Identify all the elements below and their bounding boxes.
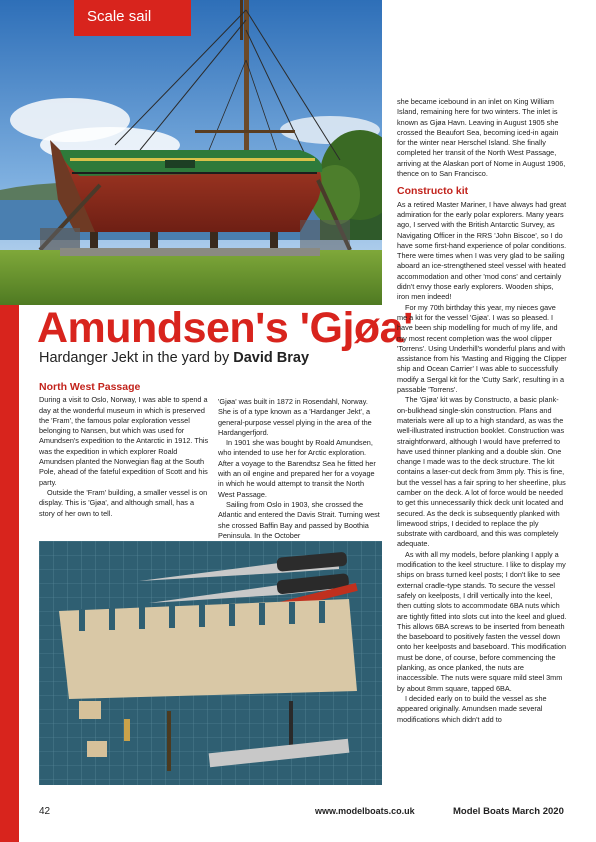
column-3	[397, 97, 567, 725]
paragraph: I decided early on to build the vessel as she appeared originally. Amundsen made several modifications which didn't add to	[397, 693, 547, 724]
paragraph: Sailing from Oslo in 1903, she crossed the Atlantic and entered the Davis Strait. Turning west she crossed Baffin Bay and passed by Boothia Peninsula. In the October	[218, 499, 380, 540]
heading-north-west-passage: North West Passage	[39, 381, 141, 393]
article-subtitle	[39, 350, 309, 366]
paragraph: During a visit to Oslo, Norway, I was able to spend a day at the wonderful museum in which is preserved the 'Fram', the famous polar exploration vessel belonging to Nansen, but which was used for Amundsen's expedition to the Antarctic in 1912. This was the expedition in which explorer Roald Amundsen planted the Norwegian flag at the South Pole, ahead of the fateful expedition of Scott and his party.	[39, 395, 209, 487]
paragraph: For my 70th birthday this year, my nieces gave me a kit for the vessel 'Gjøa'. I was so pleased. I have been ship modelling for much of my life, and my most recent completion was the wool clipper 'Torrens'. Using Underhill's wonderful plans and with assistance from his 'Masting and Rigging the Clipper ship and Ocean Carrier' I was able to successfully modify a Sergal kit for the 'Cutty Sark', resulting in a passable 'Torrens'.	[397, 302, 567, 395]
keel-parts-photo	[39, 541, 382, 785]
paragraph: As a retired Master Mariner, I have always had great admiration for the early polar explorers. Many years ago, I served with the British Antarctic Survey, as Navigating Officer in the RRS 'John Biscoe', so I do have some first-hand experience of polar conditions. There were times when I was very glad to be sailing aboard an ice-strengthened steel vessel with heated accommodation and other 'mod cons' and certainly didn't envy those early explorers. Wooden ships, iron men indeed!	[397, 199, 567, 302]
magazine-issue: Model Boats March 2020	[453, 806, 564, 817]
page-number: 42	[39, 806, 51, 817]
paragraph: As with all my models, before planking I apply a modification to the keel structure. I like to display my ships on brass turned keel posts; I don't like to see external cradle-type stands. To secure the vessel safely on keelposts, I drill vertically into the keel, then cutting slots to accommodate 6BA nuts which are tightly fitted into slots cut into the keel and glued. This allows 6BA screws to be inserted from beneath the baseboard to positively fasten the vessel down onto her keelposts and baseboard. This modification must be done, of course, before commencing the planking, as once planked, the nuts are inaccessible. The nuts were square mild steel 3mm by about 8mm square, tapped 6BA.	[397, 549, 567, 693]
paragraph: In 1901 she was bought by Roald Amundsen, who intended to use her for Arctic exploration. After a voyage to the Barendtsz Sea he fitted her with an oil engine and prepared her for a voyage in which he would attempt to transit the North West Passage.	[218, 438, 376, 499]
column-1	[39, 382, 209, 519]
website-url[interactable]: www.modelboats.co.uk	[315, 806, 415, 816]
column-2	[218, 397, 382, 541]
paragraph: she became icebound in an inlet on King William Island, remaining here for two winters. The inlet is known as Gjøa Havn. Leaving in August 1905 she crossed the Beaufort Sea, becoming iced-in again for the winter near Herschel Island. She finally completed her transit of the North West Passage, arriving at the Alaskan port of Nome in August 1906, thence on to San Francisco.	[397, 97, 566, 179]
subtitle-text: Hardanger Jekt in the yard by	[39, 350, 230, 366]
paragraph: The 'Gjøa' kit was by Constructo, a basic plank-on-bulkhead single-skin construction. Plans and materials were all up to a high standard, as was the well-illustrated instruction booklet. Construction was straightforward, although I would have preferred to have used thinner planking and a double skin. One change I made was to the deck structure. The kit contains a laser-cut deck from 3mm ply. This is fine, but the vessel has a fair spring to her sheerline, plus camber on the deck. A lot of force would be needed to get this unnecessarily thick deck unit located and secured. As the deck is subsequently planked with limewood strips, I decided to replace the ply substrate with cardboard, and this was completely adequate.	[397, 395, 566, 549]
article-headline: Amundsen's 'Gjøa'	[37, 304, 413, 352]
heading-constructo-kit: Constructo kit	[397, 185, 469, 198]
author-name: David Bray	[233, 350, 310, 366]
paragraph: Outside the 'Fram' building, a smaller vessel is on display. This is 'Gjøa', and although small, has a story of her own to tell.	[39, 487, 208, 518]
gjoa-ship-photo	[0, 0, 382, 305]
paragraph: 'Gjøa' was built in 1872 in Rosendahl, Norway. She is of a type known as a 'Hardanger Jekt', a general-purpose vessel plying in the area of the Hardangerfjord.	[218, 397, 372, 437]
section-tag: Scale sail	[74, 0, 191, 36]
